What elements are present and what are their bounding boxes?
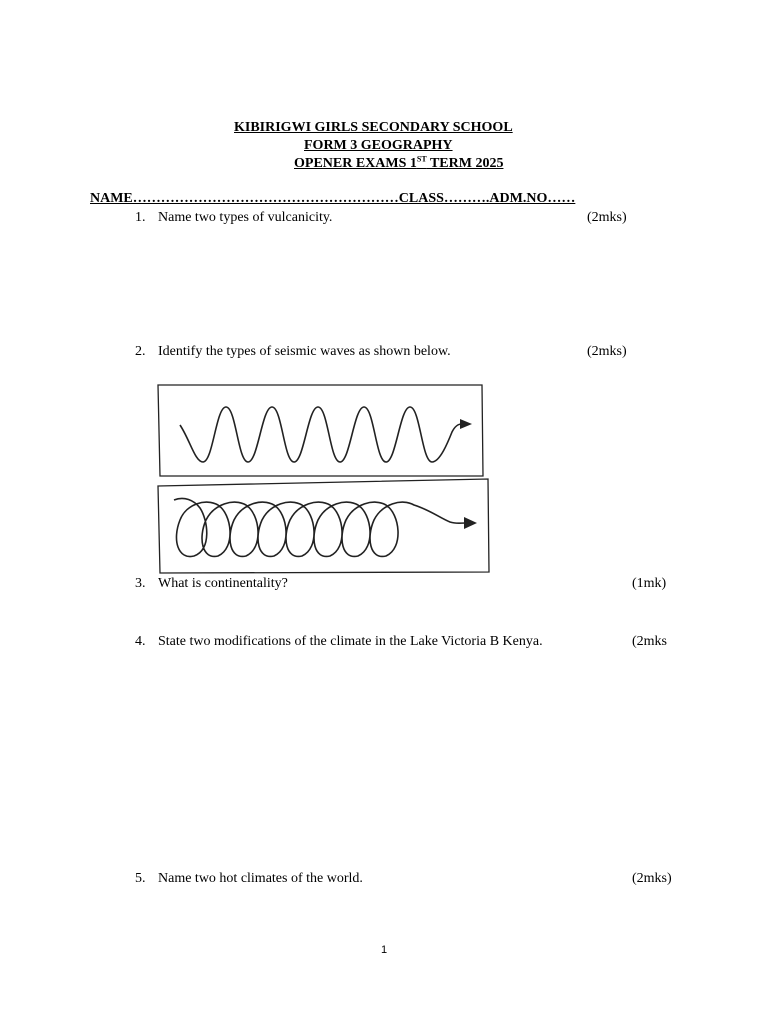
question-marks: (1mk) bbox=[632, 576, 667, 591]
exam-title bbox=[294, 156, 503, 172]
exam-title-prefix: OPENER EXAMS 1 bbox=[294, 156, 417, 171]
seismic-waves-figure bbox=[150, 380, 495, 578]
question-number: 5. bbox=[135, 871, 146, 886]
question-marks: (2mks bbox=[632, 634, 667, 649]
question-marks: (2mks) bbox=[632, 871, 672, 886]
question-text: State two modifications of the climate in the Lake Victoria B Kenya. bbox=[158, 634, 543, 649]
question-text: What is continentality? bbox=[158, 576, 288, 591]
question-number: 4. bbox=[135, 634, 146, 649]
question-marks: (2mks) bbox=[587, 344, 627, 359]
question-text: Name two types of vulcanicity. bbox=[158, 210, 333, 225]
question-text: Identify the types of seismic waves as shown below. bbox=[158, 344, 451, 359]
subject-title: FORM 3 GEOGRAPHY bbox=[304, 138, 453, 153]
loop-wave-diagram bbox=[158, 479, 489, 573]
transverse-wave-diagram bbox=[158, 385, 483, 476]
exam-title-suffix: TERM 2025 bbox=[426, 156, 504, 171]
student-details-line: NAME…………………………………………………CLASS……….ADM.NO…… bbox=[90, 191, 576, 206]
exam-title-superscript: ST bbox=[416, 154, 427, 164]
question-number: 2. bbox=[135, 344, 146, 359]
question-text: Name two hot climates of the world. bbox=[158, 871, 363, 886]
question-marks: (2mks) bbox=[587, 210, 627, 225]
school-name: KIBIRIGWI GIRLS SECONDARY SCHOOL bbox=[234, 120, 513, 135]
page-number: 1 bbox=[380, 944, 388, 956]
question-number: 3. bbox=[135, 576, 146, 591]
question-number: 1. bbox=[135, 210, 146, 225]
